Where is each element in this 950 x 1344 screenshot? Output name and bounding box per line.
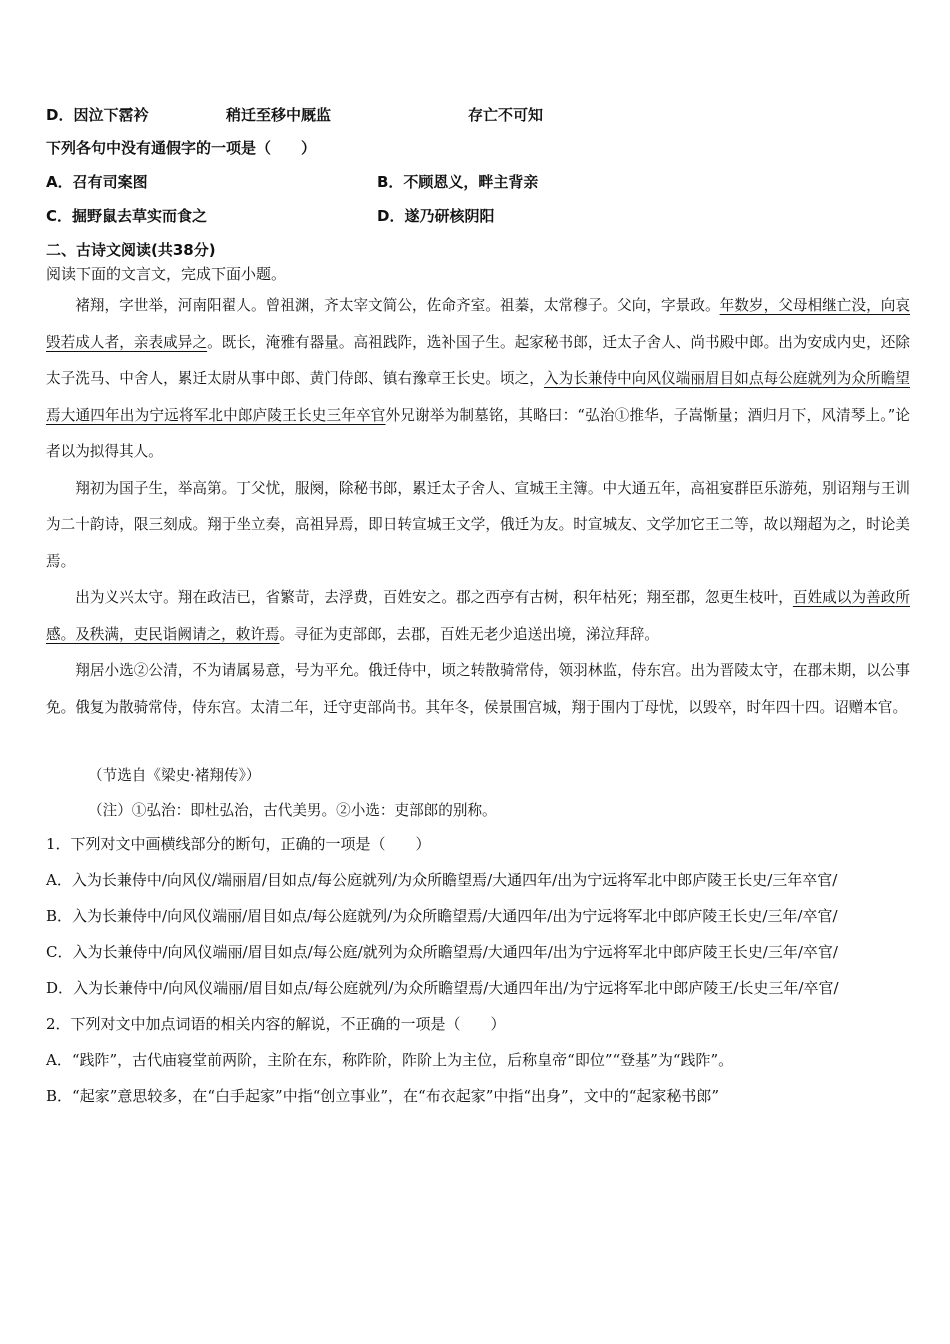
- prev-option-d-part2: 稍迁至移中厩监: [226, 106, 332, 124]
- p3-underlined: 百姓咸以为善政所感。及秩满，吏民诣阙请之，敕许焉: [46, 589, 910, 643]
- p1-text-b: 。既长，淹雅有器量。高祖践阼，选补国子生。起家秘书郎，迁太子舍人、尚书殿中郎。出为安成内史，还除太子洗马、中舍人，累迁太尉从事中郎、黄门侍郎、镇右豫章王长史。顷之，: [46, 333, 910, 387]
- q1-option-c: C．入为长兼侍中/向风仪端丽/眉目如点/每公庭/就列为众所瞻望焉/大通四年/出为宁远将军北中郎庐陵王长史/三年/卒官/: [46, 943, 838, 961]
- p1-underlined-1: 年数岁，父母相继亡没，向哀毁若成人者，亲表咸异之: [46, 297, 910, 351]
- p1-text-c: 外兄谢举为制墓铭，其略曰：“弘治①推华，子嵩惭量；酒归月下，风清琴上。”论者以为拟得其人。: [46, 406, 910, 460]
- q2-stem: 2．下列对文中加点词语的相关内容的解说，不正确的一项是（ ）: [46, 1015, 506, 1033]
- q1-option-a: A．入为长兼侍中/向风仪/端丽眉/目如点/每公庭就列/为众所瞻望焉/大通四年/出为宁远将军北中郎庐陵王长史/三年卒官/: [46, 871, 838, 889]
- q1-option-d: D．入为长兼侍中/向风仪端丽/眉目如点/每公庭就列/为众所瞻望焉/大通四年出/为宁远将军北中郎庐陵王/长史三年/卒官/: [46, 979, 839, 997]
- passage-paragraph-1: [46, 288, 910, 471]
- section-title: 二、古诗文阅读(共38分): [46, 241, 216, 259]
- prev-option-d-part3: 存亡不可知: [468, 106, 544, 124]
- q2-option-a: A．“践阼”，古代庙寝堂前两阶，主阶在东，称阼阶，阼阶上为主位，后称皇帝“即位”“登基”为“践阼”。: [46, 1051, 734, 1069]
- q1-option-b: B．入为长兼侍中/向风仪端丽/眉目如点/每公庭就列/为众所瞻望焉/大通四年/出为宁远将军北中郎庐陵王长史/三年/卒官/: [46, 907, 838, 925]
- passage-paragraph-3: [46, 580, 910, 653]
- prev-option-d: D．因泣下霑衿: [46, 106, 149, 124]
- p1-text-a: 褚翔，字世举，河南阳翟人。曾祖渊，齐太宰文简公，佐命齐室。祖蓁，太常穆子。父向，字景政。: [75, 297, 720, 314]
- tongjia-option-b: B．不顾恩义，畔主背亲: [377, 173, 539, 191]
- section-instruction: 阅读下面的文言文，完成下面小题。: [46, 265, 287, 283]
- passage-paragraph-4: 翔居小选②公清，不为请属易意，号为平允。俄迁侍中，顷之转散骑常侍，领羽林监，侍东宫。出为晋陵太守，在郡未期，以公事免。俄复为散骑常侍，侍东宫。太清二年，迁守吏部尚书。其年冬，侯景围宫城，翔于围内丁母忧，以毁卒，时年四十四。诏赠本官。: [46, 662, 910, 716]
- q1-stem: 1．下列对文中画横线部分的断句，正确的一项是（ ）: [46, 835, 431, 853]
- tongjia-option-c: C．掘野鼠去草实而食之: [46, 207, 208, 225]
- p3-text-b: 。寻征为吏部郎，去郡，百姓无老少追送出境，涕泣拜辞。: [279, 625, 659, 643]
- tongjia-question-stem: 下列各句中没有通假字的一项是（ ）: [46, 139, 317, 157]
- passage: [46, 288, 910, 726]
- q2-option-b: B．“起家”意思较多，在“白手起家”中指“创立事业”，在“布衣起家”中指“出身”，文中的“起家秘书郎”: [46, 1087, 720, 1105]
- tongjia-option-a: A．召有司案图: [46, 173, 148, 191]
- passage-source: （节选自《梁史·褚翔传》）: [88, 767, 261, 784]
- p1-underlined-2: 入为长兼侍中向风仪端丽眉目如点每公庭就列为众所瞻望焉大通四年出为宁远将军北中郎庐陵王长史三年卒官: [46, 370, 910, 424]
- questions: [46, 826, 910, 1114]
- passage-paragraph-2: 翔初为国子生，举高第。丁父忧，服阕，除秘书郎，累迁太子舍人、宣城王主簿。中大通五年，高祖宴群臣乐游苑，别诏翔与王训为二十韵诗，限三刻成。翔于坐立奏，高祖异焉，即日转宣城王文学，俄迁为友。时宣城友、文学加它王二等，故以翔超为之，时论美焉。: [46, 479, 910, 570]
- p3-text-a: 出为义兴太守。翔在政洁已，省繁苛，去浮费，百姓安之。郡之西亭有古树，积年枯死；翔至郡，忽更生枝叶，: [75, 589, 793, 606]
- tongjia-option-d: D．遂乃研核阴阳: [377, 207, 495, 225]
- passage-note: （注）①弘治：即杜弘治，古代美男。②小选：吏部郎的别称。: [88, 802, 497, 819]
